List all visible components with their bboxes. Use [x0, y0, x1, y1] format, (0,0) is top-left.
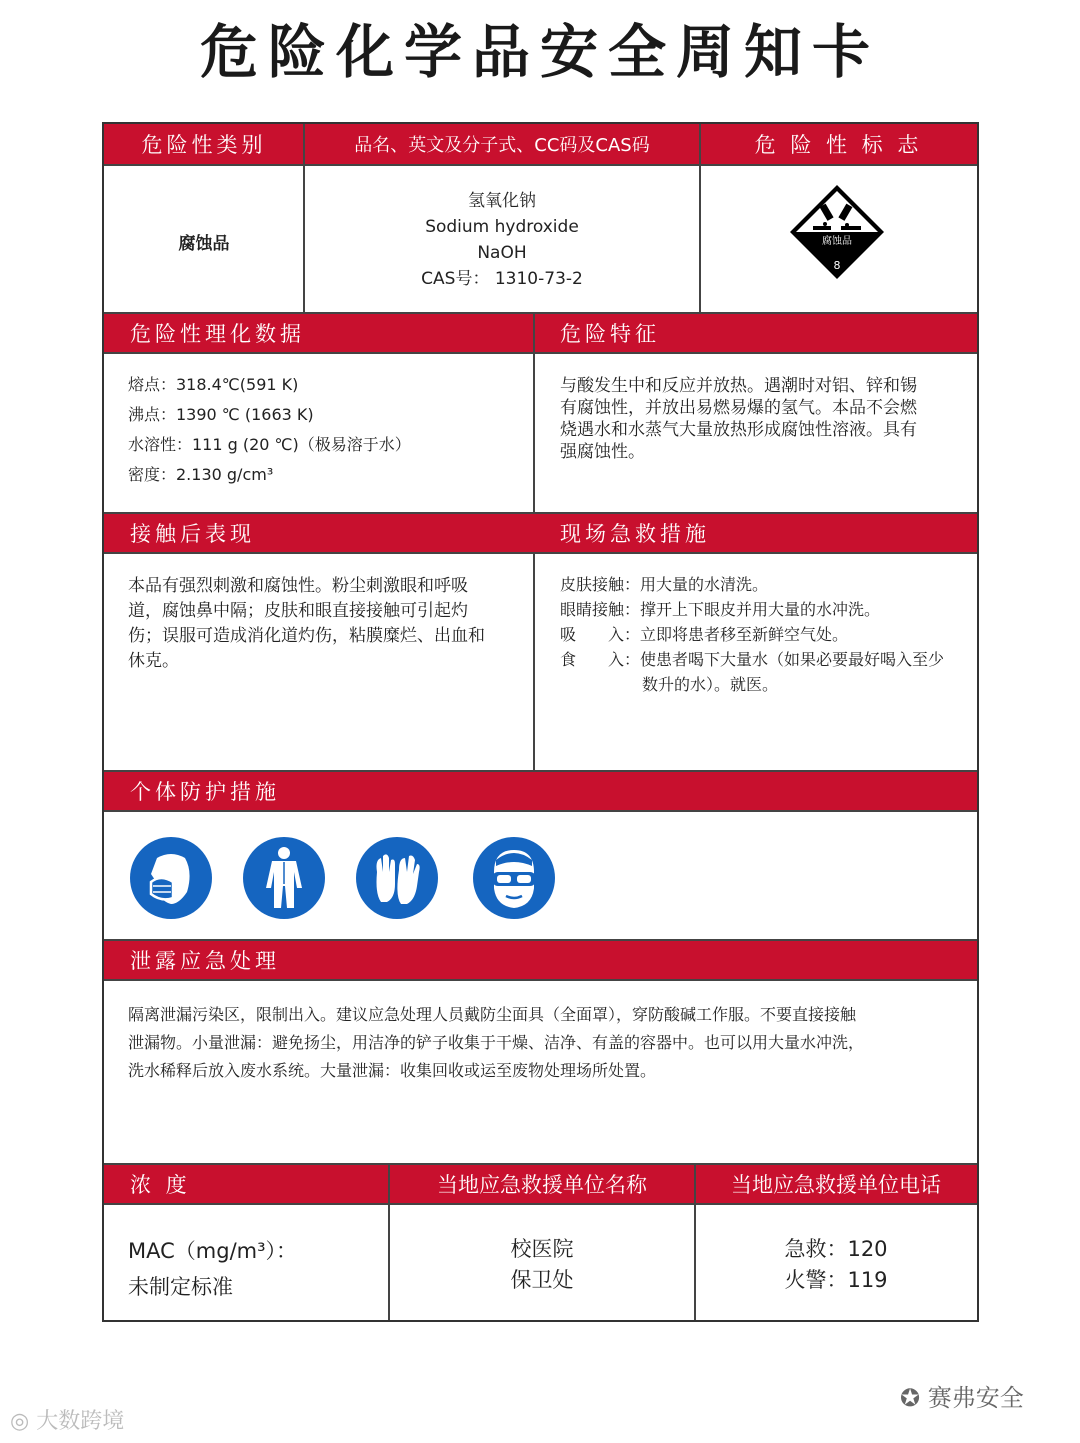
header-concentration: 浓 度: [104, 1163, 389, 1205]
unit-names: [389, 1234, 695, 1296]
first-aid-item: 吸 入：立即将患者移至新鲜空气处。: [560, 625, 849, 644]
hazard-features: 与酸发生中和反应并放热。遇潮时对铝、锌和锡 有腐蚀性，并放出易燃易爆的氢气。本品不会燃 烧遇水和水蒸气大量放热形成腐蚀性溶液。具有 强腐蚀性。: [560, 376, 917, 462]
mac-label: MAC（mg/m³）：: [128, 1239, 298, 1263]
header-hazard-features: 危险特征: [534, 312, 977, 354]
first-aid-item: 数升的水）。就医。: [642, 675, 779, 694]
header-symptoms: 接触后表现: [104, 512, 534, 554]
header-spill: 泄露应急处理: [104, 939, 977, 981]
cas-number: CAS号： 1310-73-2: [421, 269, 583, 289]
phone-ambulance: 急救：120: [784, 1237, 888, 1261]
melting-point: 熔点：318.4℃(591 K): [128, 375, 299, 394]
header-first-aid: 现场急救措施: [534, 512, 977, 554]
goggles-icon: [472, 836, 556, 920]
formula: NaOH: [477, 243, 527, 263]
header-physchem: 危险性理化数据: [104, 312, 534, 354]
header-category: 危险性类别: [104, 124, 304, 166]
symptoms-text: 本品有强烈刺激和腐蚀性。粉尘刺激眼和呼吸 道，腐蚀鼻中隔；皮肤和眼直接接触可引起灼 伤；误服可造成消化道灼伤，粘膜糜烂、出血和 休克。: [128, 576, 485, 671]
corrosive-label: 腐蚀品: [822, 236, 852, 247]
phone-fire: 火警：119: [784, 1268, 888, 1292]
name-en: Sodium hydroxide: [425, 217, 579, 237]
mac-value: 未制定标准: [128, 1275, 233, 1299]
hazard-class-number: 8: [833, 259, 841, 272]
wechat-icon: ✪: [900, 1384, 928, 1412]
header-unit-name: 当地应急救援单位名称: [389, 1163, 695, 1205]
first-aid-item: 眼睛接触：撑开上下眼皮并用大量的水冲洗。: [560, 600, 881, 619]
header-ppe: 个体防护措施: [104, 770, 977, 812]
safety-card: [102, 122, 979, 1322]
header-product-name: 品名、英文及分子式、CC码及CAS码: [304, 124, 700, 166]
page-title: 危险化学品安全周知卡: [199, 18, 880, 86]
protective-suit-icon: [242, 836, 326, 920]
product-info: [304, 188, 700, 292]
unit-security: 保卫处: [510, 1268, 574, 1292]
gloves-icon: [355, 836, 439, 920]
watermark-left: ◎ 大数跨境: [10, 1409, 125, 1434]
spill-text: 隔离泄漏污染区，限制出入。建议应急处理人员戴防尘面具（全面罩），穿防酸碱工作服。不要直接接触 泄漏物。小量泄漏：避免扬尘，用洁净的铲子收集于干燥、洁净、有盖的容器中。也可以用大量水冲洗， 洗水稀释后放入废水系统。大量泄漏：收集回收或运至废物处理场所处置。: [128, 1005, 865, 1080]
watermark-left-icon: ◎: [10, 1409, 37, 1434]
name-cn: 氢氧化钠: [468, 191, 536, 211]
corrosive-hazard-icon: [787, 182, 887, 282]
respirator-icon: [129, 836, 213, 920]
density: 密度：2.130 g/cm³: [128, 465, 274, 484]
solubility: 水溶性：111 g (20 ℃)（极易溶于水）: [128, 435, 411, 454]
header-unit-phone: 当地应急救援单位电话: [695, 1163, 977, 1205]
boiling-point: 沸点：1390 ℃ (1663 K): [128, 405, 314, 424]
watermark-right: ✪ 赛弗安全: [900, 1384, 1024, 1412]
unit-phones: [695, 1234, 977, 1296]
unit-hospital: 校医院: [510, 1237, 574, 1261]
mac-block: [128, 1233, 388, 1305]
first-aid-list: [560, 572, 972, 697]
hazard-category-value: 腐蚀品: [178, 234, 230, 254]
first-aid-item: 皮肤接触：用大量的水清洗。: [560, 575, 769, 594]
physchem-data: [128, 370, 528, 490]
first-aid-item: 食 入：使患者喝下大量水（如果必要最好喝入至少: [560, 650, 945, 669]
header-hazard-sign: 危 险 性 标 志: [700, 124, 977, 166]
